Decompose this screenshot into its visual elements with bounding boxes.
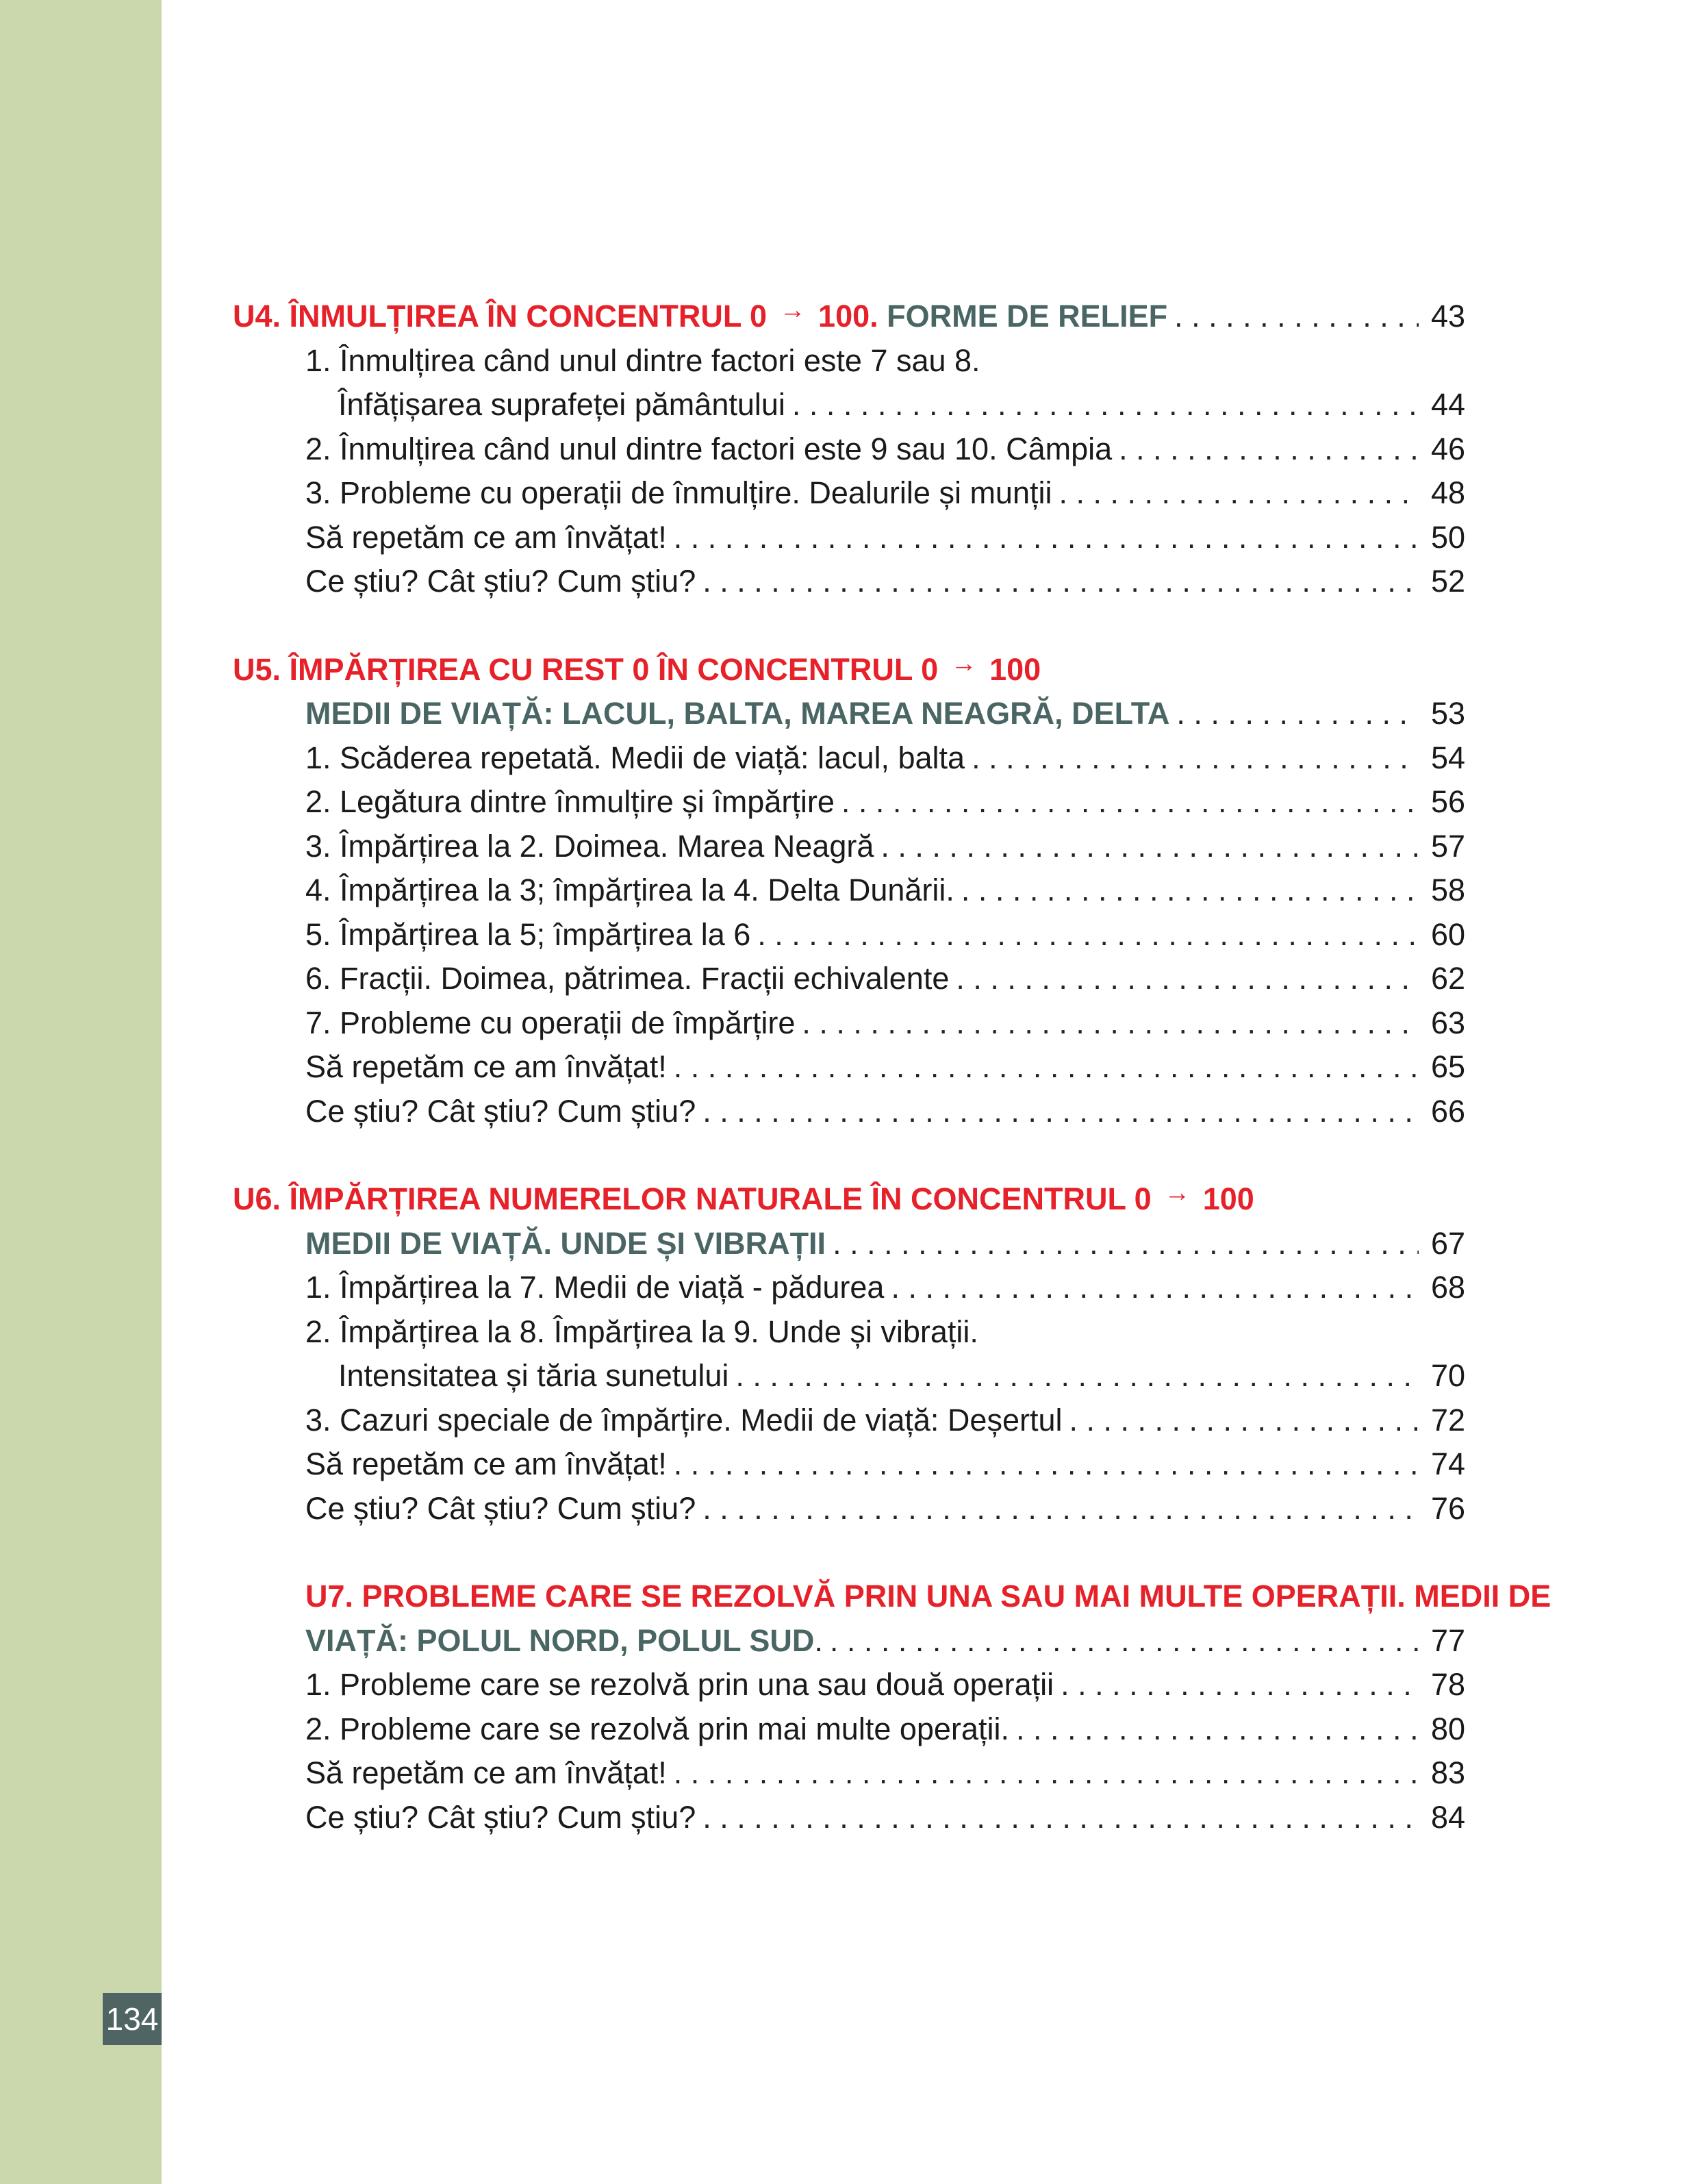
- toc-entry-text: 2. Împărțirea la 8. Împărțirea la 9. Unde și vibrații.: [305, 1314, 978, 1349]
- toc-entry-title: [305, 1222, 826, 1266]
- toc-entry-title: [305, 1442, 667, 1487]
- toc-entry-text: 3. Împărțirea la 2. Doimea. Marea Neagră: [305, 828, 874, 864]
- toc-entry: [233, 868, 1465, 913]
- toc-page-number: 54: [1430, 740, 1465, 775]
- dot-leader: [1069, 1398, 1419, 1443]
- dot-leader: [674, 1442, 1419, 1487]
- toc-page-number: 58: [1430, 873, 1465, 907]
- toc-entry-text: Să repetăm ce am învățat!: [305, 1446, 667, 1481]
- toc-entry-title: [305, 560, 696, 604]
- dot-leader: [841, 780, 1419, 825]
- toc-entry: [233, 825, 1465, 869]
- toc-entry-text: 100.: [809, 299, 887, 334]
- dot-leader: [961, 868, 1419, 913]
- toc-page-number: 62: [1430, 961, 1465, 996]
- dot-leader: [830, 1619, 1419, 1664]
- toc-entry-title: [305, 1619, 823, 1664]
- toc-page-number: 74: [1430, 1446, 1465, 1481]
- toc-entry-text: 3. Probleme cu operații de înmulțire. Dealurile și munții: [305, 475, 1052, 510]
- dot-leader: [802, 1001, 1419, 1046]
- dot-leader: [674, 516, 1419, 560]
- dot-leader: [1016, 1707, 1419, 1752]
- toc-entry-text: 1. Probleme care se rezolvă prin una sau două operații: [305, 1667, 1054, 1702]
- toc-entry-title: [338, 383, 785, 427]
- toc-entry-text: 1. Împărțirea la 7. Medii de viață - pădurea: [305, 1270, 885, 1305]
- toc-entry-text: 3. Cazuri speciale de împărțire. Medii de viață: Deșertul: [305, 1402, 1063, 1438]
- toc-entry: [233, 1310, 1465, 1355]
- toc-entry: [233, 1177, 1465, 1222]
- toc-page-number: 60: [1430, 916, 1465, 952]
- dot-leader: [757, 913, 1419, 957]
- toc-entry-title: [305, 1398, 1063, 1443]
- toc-entry: [233, 780, 1465, 825]
- toc-entry-text: Să repetăm ce am învățat!: [305, 1049, 667, 1084]
- toc-page-number: 50: [1430, 519, 1465, 555]
- toc-entry-text: 4. Împărțirea la 3; împărțirea la 4. Delta Dunării.: [305, 873, 954, 907]
- toc-entry-text: 5. Împărțirea la 5; împărțirea la 6: [305, 916, 751, 952]
- toc-entry: [233, 692, 1465, 736]
- toc-page-number: 67: [1430, 1225, 1465, 1261]
- toc-entry: [233, 648, 1465, 692]
- toc-entry: [233, 383, 1465, 427]
- dot-leader: [702, 1796, 1419, 1840]
- toc-entry-text: 100: [980, 651, 1041, 687]
- toc-entry: [233, 1266, 1465, 1310]
- toc-entry-text: U4. ÎNMULȚIREA ÎN CONCENTRUL 0: [233, 299, 776, 334]
- side-bar: [0, 0, 162, 2184]
- toc-entry: [233, 1222, 1465, 1266]
- toc-entry-title: [233, 294, 1167, 341]
- toc-entry-text: VIAȚĂ: POLUL NORD, POLUL SUD: [305, 1622, 815, 1658]
- toc-entry-text: Să repetăm ce am învățat!: [305, 519, 667, 555]
- toc-entry-text: 1. Înmulțirea când unul dintre factori este 7 sau 8.: [305, 342, 980, 378]
- dot-leader: [792, 383, 1419, 427]
- toc-page-number: 83: [1430, 1755, 1465, 1790]
- toc-entry-title: [305, 1310, 978, 1355]
- toc-entry-title: [233, 648, 1041, 694]
- toc-entry: [233, 560, 1465, 604]
- toc-entry-title: [305, 1574, 1551, 1619]
- toc-entry-text: U7. PROBLEME CARE SE REZOLVĂ PRIN UNA SAU MAI MULTE OPERAȚII. MEDII DE: [305, 1579, 1551, 1614]
- toc-entry: [233, 427, 1465, 472]
- toc-entry-title: [338, 1354, 728, 1398]
- toc-page-number: 56: [1430, 784, 1465, 819]
- toc-entry-title: [305, 868, 954, 913]
- toc-page-number: 80: [1430, 1711, 1465, 1746]
- toc-page-number: 44: [1430, 387, 1465, 422]
- toc-entry-title: [233, 1177, 1254, 1224]
- dot-leader: [702, 1090, 1419, 1134]
- toc-entry: [233, 339, 1465, 384]
- toc-section: [233, 648, 1465, 1134]
- toc-entry-title: [305, 427, 1112, 472]
- toc-entry-title: [305, 692, 1169, 736]
- toc-page-number: 76: [1430, 1490, 1465, 1526]
- toc-entry: [233, 1354, 1465, 1398]
- toc-entry-text: 100: [1194, 1181, 1254, 1216]
- arrow-icon: →: [779, 296, 806, 325]
- toc-entry-text: .: [814, 1622, 823, 1658]
- dot-leader: [735, 1354, 1419, 1398]
- toc-page-number: 65: [1430, 1049, 1465, 1084]
- toc-page-number: 72: [1430, 1402, 1465, 1438]
- toc-entry-text: MEDII DE VIAȚĂ: LACUL, BALTA, MAREA NEAGRĂ, DELTA: [305, 696, 1170, 731]
- toc-page-number: 66: [1430, 1093, 1465, 1129]
- arrow-icon: →: [1164, 1179, 1191, 1207]
- toc-section: [233, 1574, 1551, 1840]
- toc-entry-text: Înfățișarea suprafeței pământului: [338, 387, 785, 422]
- toc-entry-text: 1. Scăderea repetată. Medii de viață: lacul, balta: [305, 740, 965, 775]
- toc-page-number: 48: [1430, 475, 1465, 510]
- toc-entry-text: Ce știu? Cât știu? Cum știu?: [305, 1490, 696, 1526]
- dot-leader: [891, 1266, 1419, 1310]
- page-number: 134: [103, 1993, 162, 2045]
- dot-leader: [1119, 427, 1419, 472]
- dot-leader: [1059, 471, 1419, 516]
- toc-page-number: 52: [1430, 564, 1465, 599]
- toc-entry-text: FORME DE RELIEF: [887, 299, 1168, 334]
- toc-page-number: 63: [1430, 1005, 1465, 1040]
- toc-entry-text: U5. ÎMPĂRȚIREA CU REST 0 ÎN CONCENTRUL 0: [233, 651, 947, 687]
- toc-entry: [233, 1796, 1465, 1840]
- toc-entry: [233, 1619, 1465, 1664]
- toc-entry-title: [305, 471, 1052, 516]
- toc-entry: [233, 1442, 1465, 1487]
- toc-entry-title: [305, 913, 750, 957]
- table-of-contents: [233, 294, 1551, 1883]
- toc-entry: [233, 1663, 1465, 1707]
- toc-entry-text: 2. Probleme care se rezolvă prin mai multe operații.: [305, 1711, 1009, 1746]
- toc-entry-title: [305, 825, 874, 869]
- toc-entry: [233, 1045, 1465, 1090]
- toc-page-number: 78: [1430, 1667, 1465, 1702]
- dot-leader: [1174, 294, 1419, 339]
- toc-entry: [233, 1751, 1465, 1796]
- toc-entry: [233, 736, 1465, 781]
- toc-page-number: 57: [1430, 828, 1465, 864]
- dot-leader: [833, 1222, 1419, 1266]
- toc-page-number: 53: [1430, 696, 1465, 731]
- toc-page-number: 68: [1430, 1270, 1465, 1305]
- toc-entry: [233, 1090, 1465, 1134]
- toc-entry: [233, 294, 1465, 339]
- toc-entry-text: 7. Probleme cu operații de împărțire: [305, 1005, 796, 1040]
- toc-page-number: 46: [1430, 431, 1465, 466]
- toc-page-number: 77: [1430, 1622, 1465, 1658]
- toc-entry: [233, 471, 1465, 516]
- dot-leader: [956, 957, 1419, 1001]
- toc-page-number: 70: [1430, 1358, 1465, 1393]
- dot-leader: [674, 1045, 1419, 1090]
- toc-entry-title: [305, 1796, 696, 1840]
- toc-entry: [233, 516, 1465, 560]
- toc-entry: [233, 957, 1465, 1001]
- toc-entry-text: Ce știu? Cât știu? Cum știu?: [305, 1799, 696, 1835]
- toc-entry-title: [305, 1001, 795, 1046]
- dot-leader: [1061, 1663, 1419, 1707]
- toc-entry: [233, 1707, 1465, 1752]
- toc-section: [233, 1177, 1465, 1531]
- dot-leader: [674, 1751, 1419, 1796]
- toc-entry-title: [305, 1707, 1009, 1752]
- toc-entry-text: MEDII DE VIAȚĂ. UNDE ȘI VIBRAȚII: [305, 1225, 826, 1261]
- toc-entry-title: [305, 1751, 667, 1796]
- toc-page-number: 84: [1430, 1799, 1465, 1835]
- toc-entry-text: 6. Fracții. Doimea, pătrimea. Fracții echivalente: [305, 961, 950, 996]
- toc-entry-title: [305, 957, 949, 1001]
- toc-entry-text: Intensitatea și tăria sunetului: [338, 1358, 729, 1393]
- toc-section: [233, 294, 1465, 604]
- dot-leader: [702, 560, 1419, 604]
- toc-entry-text: 2. Legătura dintre înmulțire și împărțire: [305, 784, 835, 819]
- toc-entry-title: [305, 1487, 696, 1531]
- toc-entry: [233, 1001, 1465, 1046]
- toc-entry-title: [305, 1663, 1054, 1707]
- arrow-icon: →: [950, 649, 977, 678]
- toc-entry-title: [305, 1266, 884, 1310]
- toc-entry-title: [305, 780, 835, 825]
- toc-entry: [233, 1487, 1465, 1531]
- dot-leader: [880, 825, 1419, 869]
- toc-entry-title: [305, 736, 965, 781]
- toc-page-number: 43: [1430, 299, 1465, 334]
- dot-leader: [1176, 692, 1419, 736]
- toc-entry-text: Ce știu? Cât știu? Cum știu?: [305, 1093, 696, 1129]
- dot-leader: [702, 1487, 1419, 1531]
- toc-entry: [233, 1398, 1465, 1443]
- toc-entry: [233, 913, 1465, 957]
- toc-entry-text: U6. ÎMPĂRȚIREA NUMERELOR NATURALE ÎN CONCENTRUL 0: [233, 1181, 1161, 1216]
- toc-entry-text: 2. Înmulțirea când unul dintre factori este 9 sau 10. Câmpia: [305, 431, 1113, 466]
- dot-leader: [972, 736, 1419, 781]
- toc-entry-title: [305, 1045, 667, 1090]
- toc-entry-title: [305, 339, 980, 384]
- toc-entry-title: [305, 1090, 696, 1134]
- toc-entry-text: Ce știu? Cât știu? Cum știu?: [305, 564, 696, 599]
- toc-entry-text: Să repetăm ce am învățat!: [305, 1755, 667, 1790]
- toc-entry-title: [305, 516, 667, 560]
- toc-entry: [233, 1574, 1551, 1619]
